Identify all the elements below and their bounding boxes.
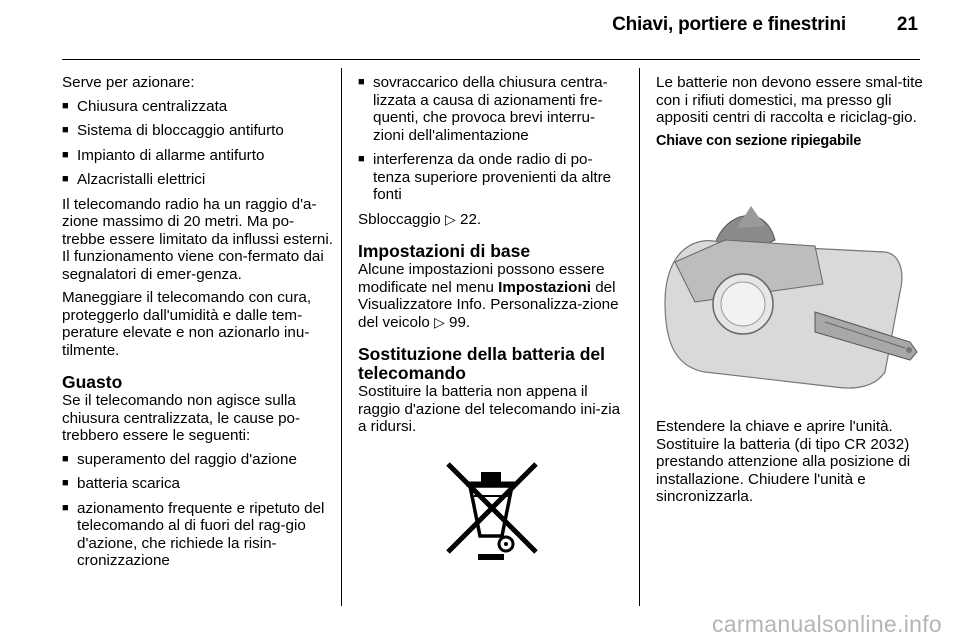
column-divider-1 — [341, 68, 342, 606]
list-item: ■ batteria scarica — [62, 475, 334, 493]
cause-list — [62, 451, 334, 570]
list-item: ■ sovraccarico della chiusura centra-lizzata a causa di azionamenti fre-quenti, che provoca brevi interru-zioni dell'alimentazione — [358, 74, 624, 144]
range-paragraph: Il telecomando radio ha un raggio d'a-zione massimo di 20 metri. Ma po-trebbe essere limitato da influssi esterni. Il funzionamento viene con-fermato dai segnalatori di emer-genza. — [62, 195, 333, 283]
care-paragraph: Maneggiare il telecomando con cura, proteggerlo dall'umidità e dalle tem-perature elevate e non azionarlo inu-tilmente. — [62, 289, 312, 359]
list-item: ■ interferenza da onde radio di po-tenza superiore provenienti da altre fonti — [358, 151, 624, 204]
list-item: ■ azionamento frequente e ripetuto del telecomando al di fuori del rag-gio d'azione, che richiede la risin-cronizzazione — [62, 500, 334, 570]
battery-heading: Sostituzione della batteria del telecomando — [358, 344, 605, 383]
list-item: ■ Sistema di bloccaggio antifurto — [62, 122, 334, 140]
fault-heading: Guasto — [62, 372, 123, 392]
column-1 — [62, 74, 334, 577]
crossed-bin-icon — [436, 456, 546, 564]
arrow-ref-icon: ▷ — [433, 313, 445, 330]
disposal-paragraph: Le batterie non devono essere smal-tite con i rifiuti domestici, ma presso gli appositi centri di raccolta e riciclag-gio. — [656, 74, 923, 126]
basic-settings-heading: Impostazioni di base — [358, 241, 531, 261]
cause-list-continued — [358, 74, 624, 204]
list-item: ■ Chiusura centralizzata — [62, 98, 334, 116]
list-item: ■ Impianto di allarme antifurto — [62, 147, 334, 165]
header-title: Chiavi, portiere e finestrini — [612, 14, 846, 35]
arrow-ref-icon: ▷ — [444, 210, 456, 227]
column-3 — [656, 74, 924, 160]
function-list — [62, 98, 334, 189]
header-rule — [62, 59, 920, 60]
instructions-paragraph: Estendere la chiave e aprire l'unità. Sostituire la batteria (di tipo CR 2032) prestando attenzione alla posizione di installazione. Chiudere l'unità e sincronizzarla. — [656, 418, 911, 505]
key-section-heading: Chiave con sezione ripiegabile — [656, 132, 862, 149]
fault-paragraph: Se il telecomando non agisce sulla chiusura centralizzata, le cause po-trebbero essere le seguenti: — [62, 392, 301, 444]
key-battery-illustration — [655, 192, 920, 398]
battery-paragraph: Sostituire la batteria non appena il raggio d'azione del telecomando ini-zia a ridursi. — [358, 383, 621, 435]
instructions-block — [656, 418, 926, 512]
watermark: carmanualsonline.info — [711, 611, 942, 637]
unlock-reference: Sbloccaggio ▷ 22. — [358, 210, 482, 228]
column-divider-2 — [639, 68, 640, 606]
intro-text: Serve per azionare: — [62, 74, 195, 91]
column-2 — [358, 74, 624, 442]
list-item: ■ superamento del raggio d'azione — [62, 451, 334, 469]
basic-settings-paragraph: Alcune impostazioni possono essere modificate nel menu Impostazioni del Visualizzatore Info. Personalizza-zione del veicolo ▷ 99. — [358, 261, 619, 331]
list-item: ■ Alzacristalli elettrici — [62, 171, 334, 189]
page-number: 21 — [896, 14, 918, 35]
